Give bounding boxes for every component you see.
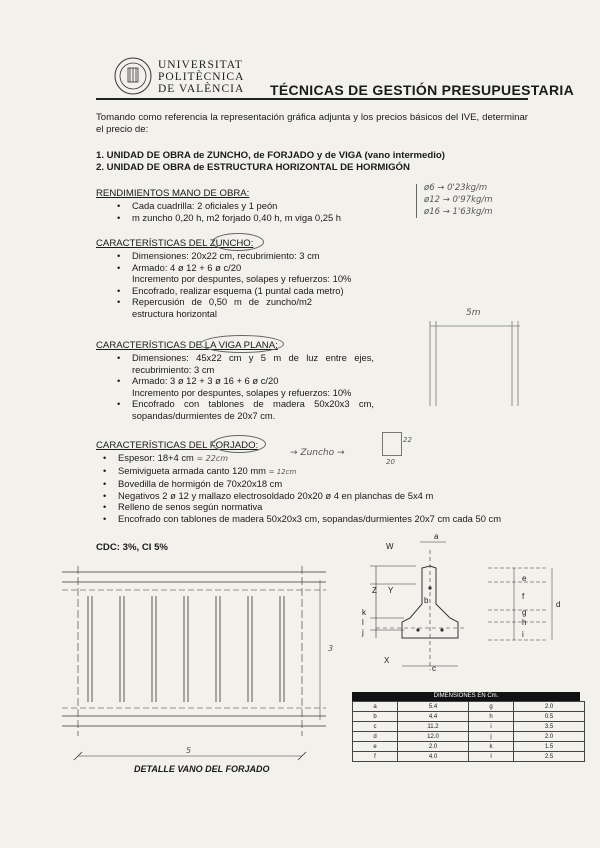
seal-icon — [113, 56, 153, 96]
dimension-value: 11.2 — [398, 722, 469, 732]
rate-12: ø12 → 0'97kg/m — [424, 195, 493, 205]
dimension-value: 1.5 — [514, 742, 585, 752]
dimension-letter: h — [469, 712, 514, 722]
university-line-2: POLITÈCNICA — [158, 71, 245, 83]
university-logo — [113, 56, 153, 96]
intro-text: Tomando como referencia la representación gráfica adjunta y los precios básicos del IVE, determinar el precio de: — [96, 112, 528, 135]
rendimientos-heading: RENDIMIENTOS MANO DE OBRA: — [96, 188, 250, 199]
list-item: Incremento por despuntes, solapes y refuerzos: 10% — [132, 273, 352, 284]
dimension-letter: f — [353, 752, 398, 762]
zuncho-heading: CARACTERÍSTICAS DEL ZUNCHO: — [96, 238, 254, 249]
section-label-b: b — [424, 596, 429, 605]
list-item: • Armado: 3 ø 12 + 3 ø 16 + 6 ø c/20 — [117, 375, 279, 386]
table-row — [353, 742, 585, 752]
zuncho-note: → Zuncho → — [290, 448, 345, 458]
section-label-c: c — [432, 664, 436, 673]
dimensions-table-body — [352, 701, 585, 762]
span-sketch — [420, 306, 530, 416]
table-row — [353, 722, 585, 732]
list-item: • Dimensiones: 45x22 cm y 5 m de luz entre ejes, recubrimiento: 3 cm — [117, 352, 374, 375]
page-title: TÉCNICAS DE GESTIÓN PRESUPUESTARIA — [270, 82, 574, 98]
zuncho-box-sketch — [382, 432, 402, 456]
list-item: • Armado: 4 ø 12 + 6 ø c/20 — [117, 261, 242, 273]
task-1: 1. UNIDAD DE OBRA de ZUNCHO, de FORJADO y de VIGA (vano intermedio) — [96, 150, 445, 161]
plan-dim-3: 3 — [328, 644, 334, 653]
zuncho-list — [117, 250, 392, 319]
viga-list — [117, 352, 374, 421]
list-item: • Dimensiones: 20x22 cm, recubrimiento: 3 cm — [117, 250, 320, 261]
box-20-note: 20 — [386, 458, 395, 466]
espesor-note: = 22cm — [196, 454, 229, 463]
floor-plan-drawing — [58, 560, 330, 770]
dimension-letter: k — [469, 742, 514, 752]
list-item: • m zuncho 0,20 h, m2 forjado 0,40 h, m viga 0,25 h — [117, 211, 341, 223]
rate-16: ø16 → 1'63kg/m — [424, 207, 493, 217]
forjado-list — [103, 452, 538, 524]
list-item: • Semivigueta armada canto 120 mm = 12cm — [103, 464, 297, 476]
dimension-value: 0.5 — [514, 712, 585, 722]
dimension-value: 2.0 — [514, 702, 585, 712]
dimension-value: 3.5 — [514, 722, 585, 732]
section-label-a: a — [434, 532, 439, 541]
section-label-x: X — [384, 656, 390, 665]
drawing-caption: DETALLE VANO DEL FORJADO — [134, 764, 270, 774]
task-2: 2. UNIDAD DE OBRA de ESTRUCTURA HORIZONTAL DE HORMIGÓN — [96, 162, 410, 173]
dimension-value: 2.0 — [398, 742, 469, 752]
section-label-k: k — [362, 608, 366, 617]
list-item: • Encofrado con tablones de madera 50x20x3 cm, sopandas/durmientes 20x7 cm cada 50 cm — [103, 512, 502, 524]
section-label-h: h — [522, 618, 527, 627]
dimension-value: 5.4 — [398, 702, 469, 712]
dimensions-table — [352, 692, 585, 762]
list-item: • Repercusión de 0,50 m de zuncho/m2 estructura horizontal — [117, 296, 312, 319]
section-label-e: e — [522, 574, 527, 583]
list-item: • Cada cuadrilla: 2 oficiales y 1 peón — [117, 200, 278, 211]
section-label-d: d — [556, 600, 561, 609]
cdc-text: CDC: 3%, CI 5% — [96, 542, 168, 553]
dimensions-table-title: DIMENSIONES EN Cm. — [352, 692, 580, 701]
dimension-letter: j — [469, 732, 514, 742]
section-label-f: f — [522, 592, 525, 601]
list-item: • Encofrado, realizar esquema (1 puntal cada metro) — [117, 284, 344, 296]
span-note: 5m — [466, 308, 481, 318]
semivigueta-note: = 12cm — [268, 467, 297, 476]
dimension-value: 12.0 — [398, 732, 469, 742]
dimension-letter: l — [469, 752, 514, 762]
zuncho-heading-circle — [212, 233, 264, 251]
viga-heading: CARACTERÍSTICAS DE LA VIGA PLANA: — [96, 340, 278, 351]
table-row — [353, 752, 585, 762]
university-line-1: UNIVERSITAT — [158, 59, 243, 71]
table-row — [353, 702, 585, 712]
dimension-letter: a — [353, 702, 398, 712]
plan-dim-5: 5 — [186, 746, 192, 755]
title-rule — [96, 98, 528, 100]
forjado-heading: CARACTERÍSTICAS DEL FORJADO: — [96, 440, 259, 451]
dimension-value: 2.5 — [514, 752, 585, 762]
rendimientos-list — [117, 200, 392, 223]
table-row — [353, 732, 585, 742]
dimension-value: 4.4 — [398, 712, 469, 722]
list-item: • Relleno de senos según normativa — [103, 501, 263, 512]
section-label-z: Z — [372, 586, 377, 595]
joist-section-drawing — [356, 530, 466, 680]
dimension-letter: c — [353, 722, 398, 732]
table-row — [353, 712, 585, 722]
dimension-letter: i — [469, 722, 514, 732]
dimension-letter: e — [353, 742, 398, 752]
dimension-letter: g — [469, 702, 514, 712]
section-label-y: Y — [388, 586, 394, 595]
list-item: • Encofrado con tablones de madera 50x20x3 cm, sopandas/durmientes de 20x7 cm. — [117, 398, 374, 421]
dimension-letter: b — [353, 712, 398, 722]
viga-heading-circle — [200, 335, 284, 353]
section-label-w: W — [386, 542, 394, 551]
dimension-letter: d — [353, 732, 398, 742]
list-item: Incremento por despuntes, solapes y refuerzos: 10% — [132, 386, 352, 398]
box-22-note: 22 — [403, 436, 412, 444]
handwritten-rates — [424, 182, 493, 218]
section-label-l: l — [362, 618, 364, 627]
list-item: • Bovedilla de hormigón de 70x20x18 cm — [103, 478, 283, 489]
university-line-3: DE VALÈNCIA — [158, 83, 245, 95]
section-label-j: j — [362, 628, 364, 637]
list-item: • Espesor: 18+4 cm = 22cm — [103, 452, 229, 463]
dimension-value: 2.0 — [514, 732, 585, 742]
dimension-value: 4.0 — [398, 752, 469, 762]
university-name — [158, 59, 244, 95]
forjado-heading-circle — [212, 435, 266, 453]
list-item: • Negativos 2 ø 12 y mallazo electrosoldado 20x20 ø 4 en planchas de 5x4 m — [103, 489, 434, 501]
section-label-i: i — [522, 630, 524, 639]
rates-brace — [416, 184, 420, 218]
rate-6: ø6 → 0'23kg/m — [424, 183, 488, 193]
section-label-g: g — [522, 608, 527, 617]
